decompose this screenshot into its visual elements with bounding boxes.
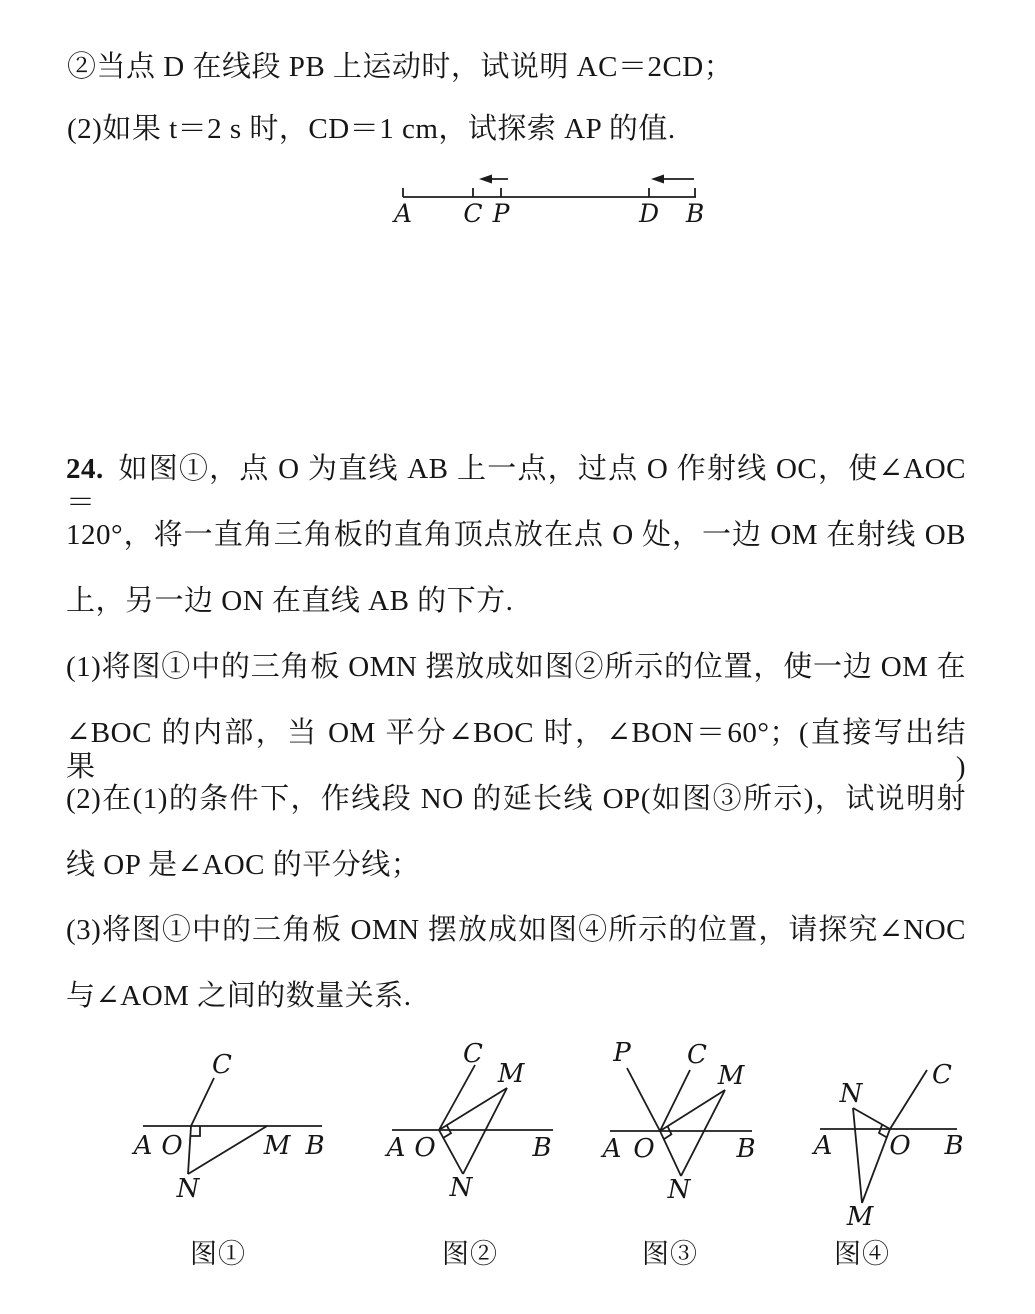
fig2-segment-ON: [439, 1130, 463, 1174]
fig3-label-A: A: [602, 1134, 622, 1164]
p24-line-3: 上，另一边 ON 在直线 AB 的下方.: [66, 585, 514, 617]
fig3-label-O: O: [633, 1134, 655, 1164]
figure-1-caption: 图①: [190, 1239, 246, 1269]
fig1-ray-OC: [191, 1078, 214, 1126]
numberline-label-B: B: [685, 199, 705, 228]
fig4-segment-OM: [862, 1129, 890, 1203]
numberline-label-P: P: [492, 199, 510, 228]
p23-sub2-line: ②当点 D 在线段 PB 上运动时，试说明 AC＝2CD；: [67, 51, 734, 83]
fig3-label-P: P: [613, 1038, 631, 1068]
figure-4: [815, 1040, 965, 1235]
fig1-right-angle-mark: [191, 1126, 201, 1136]
fig2-label-C: C: [463, 1039, 483, 1069]
fig1-label-O: O: [161, 1131, 183, 1161]
fig1-label-A: A: [133, 1131, 153, 1161]
fig1-label-C: C: [212, 1050, 232, 1080]
p24-line-6: (2)在(1)的条件下，作线段 NO 的延长线 OP(如图③所示)，试说明射: [66, 783, 966, 815]
p24-line-7: 线 OP 是∠AOC 的平分线；: [66, 849, 421, 881]
figure-3-caption: 图③: [642, 1239, 698, 1269]
fig3-label-B: B: [736, 1134, 756, 1164]
p24-line-2: 120°，将一直角三角板的直角顶点放在点 O 处，一边 OM 在射线 OB: [66, 519, 966, 551]
fig4-segment-NM: [853, 1108, 862, 1203]
numberline-label-D: D: [638, 199, 660, 228]
fig4-label-O: O: [889, 1131, 911, 1161]
fig4-label-M: M: [846, 1202, 874, 1232]
fig4-label-C: C: [932, 1060, 952, 1090]
fig2-label-M: M: [497, 1059, 525, 1089]
numberline-label-C: C: [463, 199, 483, 228]
fig4-label-N: N: [839, 1079, 863, 1109]
fig2-label-A: A: [386, 1133, 406, 1163]
fig2-ray-OC: [439, 1065, 475, 1130]
fig3-segment-ON: [660, 1131, 681, 1176]
p24-line-5: ∠BOC 的内部，当 OM 平分∠BOC 时，∠BON＝60°；(直接写出结果): [66, 717, 966, 783]
fig4-ray-OC: [890, 1070, 927, 1129]
fig1-label-N: N: [176, 1174, 200, 1204]
figure-3: [600, 1040, 760, 1212]
p24-line-1: [66, 452, 966, 520]
left-arrow-head-D: [651, 175, 664, 184]
p24-line-8: (3)将图①中的三角板 OMN 摆放成如图④所示的位置，请探究∠NOC: [66, 914, 966, 946]
p24-line-1-text: 如图①，点 O 为直线 AB 上一点，过点 O 作射线 OC，使∠AOC＝: [66, 453, 966, 519]
fig1-label-M: M: [263, 1131, 291, 1161]
figure-2-caption: 图②: [442, 1239, 498, 1269]
fig3-ray-OP: [627, 1068, 660, 1131]
fig4-segment-NO: [853, 1108, 890, 1129]
fig3-label-N: N: [667, 1175, 691, 1205]
fig3-label-M: M: [717, 1061, 745, 1091]
fig1-label-B: B: [305, 1131, 325, 1161]
figure-2: [385, 1040, 560, 1212]
fig2-label-B: B: [532, 1133, 552, 1163]
p24-line-4: (1)将图①中的三角板 OMN 摆放成如图②所示的位置，使一边 OM 在: [66, 651, 966, 683]
fig1-segment-ON: [188, 1126, 191, 1174]
numberline-label-A: A: [393, 199, 413, 228]
fig4-label-B: B: [944, 1131, 964, 1161]
left-arrow-head-P: [479, 175, 492, 184]
p24-line-9: 与∠AOM 之间的数量关系.: [66, 980, 412, 1012]
numberline-figure: [388, 158, 708, 230]
fig2-label-O: O: [414, 1133, 436, 1163]
figure-1: [130, 1040, 340, 1212]
fig2-label-N: N: [449, 1173, 473, 1203]
fig3-label-C: C: [687, 1040, 707, 1070]
figure-4-caption: 图④: [834, 1239, 890, 1269]
p24-number: 24.: [66, 453, 104, 485]
fig4-label-A: A: [813, 1131, 833, 1161]
p23-part2-line: (2)如果 t＝2 s 时，CD＝1 cm，试探索 AP 的值.: [67, 113, 676, 145]
